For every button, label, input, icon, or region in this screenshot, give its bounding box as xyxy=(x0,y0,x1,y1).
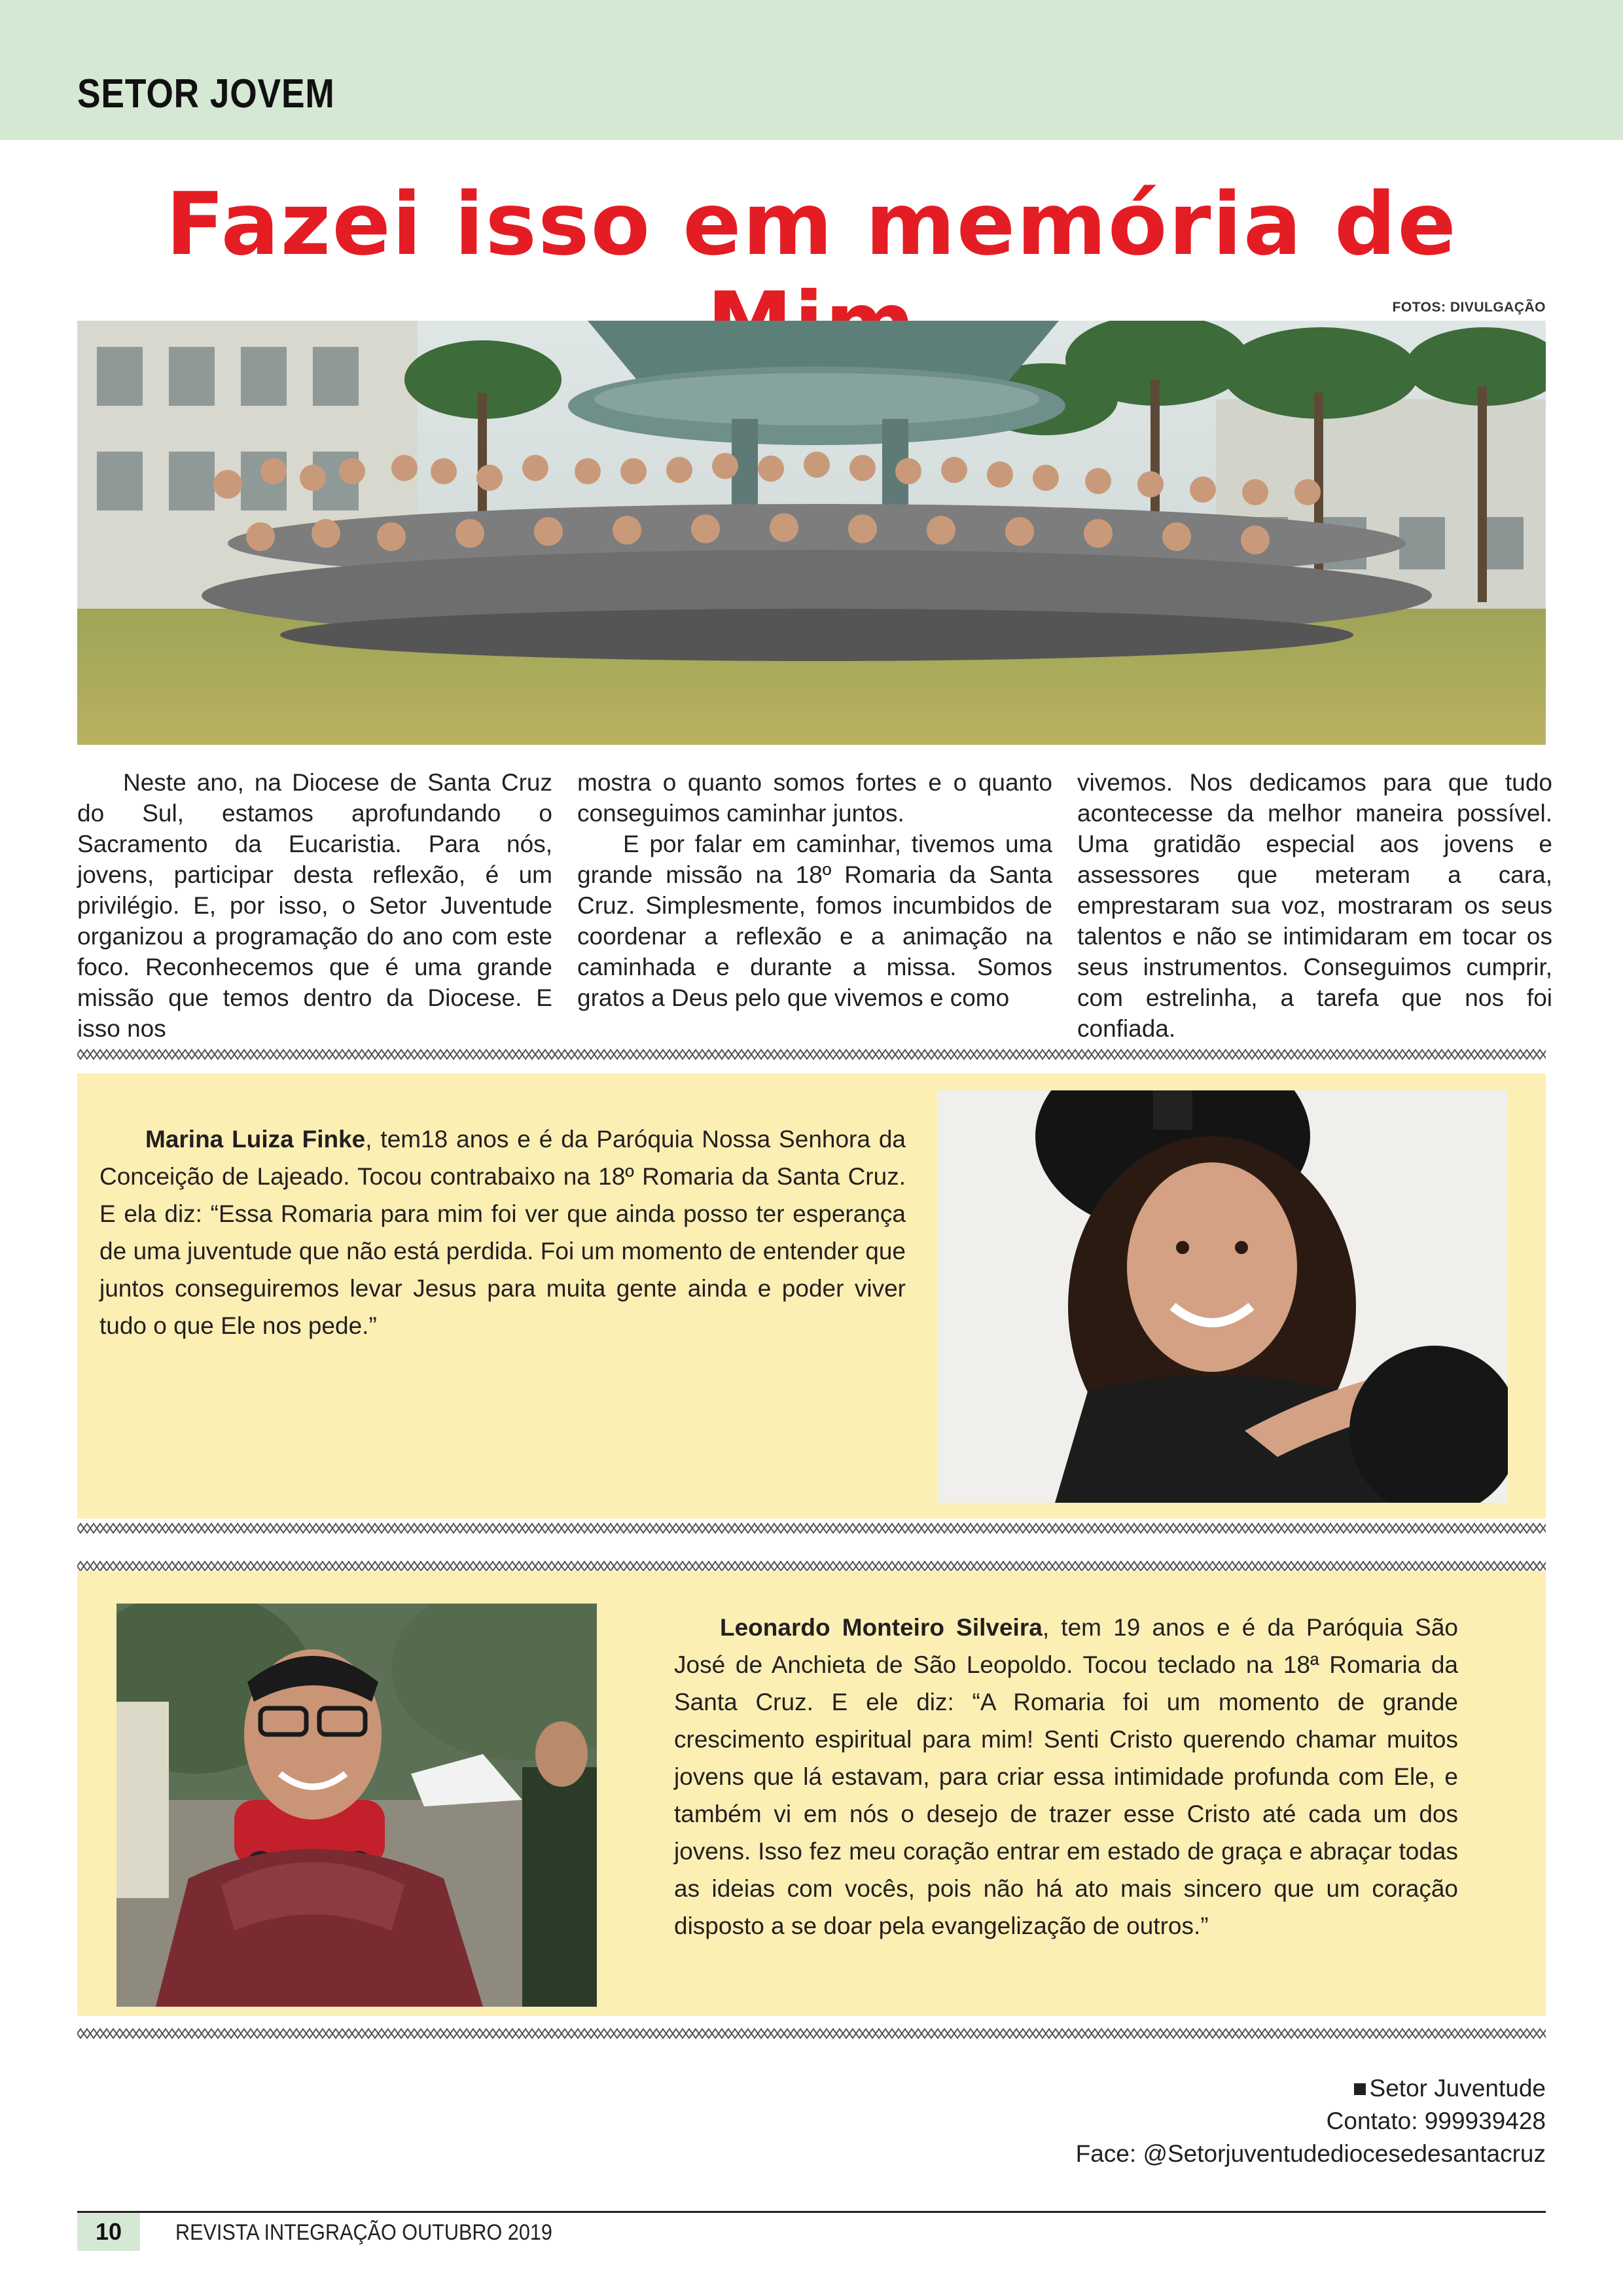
photo-credit: FOTOS: DIVULGAÇÃO xyxy=(1392,300,1546,315)
square-bullet-icon xyxy=(1354,2083,1366,2095)
column-2-text-1: mostra o quanto somos fortes e o quanto conseguimos caminhar juntos. xyxy=(577,769,1052,827)
testimonial-text-leonardo xyxy=(674,1609,1458,1945)
column-2-text-2: E por falar em caminhar, tivemos uma grande missão na 18º Romaria da Santa Cruz. Simplesmente, fomos incumbidos de coordenar a reflexão e a animação na caminhada e durante a missa. Somos gratos a Deus pelo que vivemos e como xyxy=(577,831,1052,1011)
testimonial-text-marina xyxy=(99,1121,906,1344)
testimonial-name: Leonardo Monteiro Silveira xyxy=(720,1614,1043,1641)
footer-rule xyxy=(77,2211,1546,2213)
section-label: SETOR JOVEM xyxy=(77,71,335,117)
credits-facebook: Face: @Setorjuventudediocesedesantacruz xyxy=(1075,2140,1546,2167)
credits-author-text: Setor Juventude xyxy=(1369,2075,1546,2102)
column-1 xyxy=(77,767,552,1044)
header-band xyxy=(0,0,1623,140)
column-2 xyxy=(577,767,1052,1013)
group-photo xyxy=(77,321,1546,745)
page-number: 10 xyxy=(77,2213,140,2251)
testimonial-body: , tem 19 anos e é da Paróquia São José de Anchieta de São Leopoldo. Tocou teclado na 18ª Romaria da Santa Cruz. E ele diz: “A Romaria foi um momento de grande crescimento espiritual para mim! Senti Cristo querendo chamar muitos jovens que lá estavam, para criar essa intimidade profunda com Ele, e também vi em nós o desejo de trazer esse Cristo até cada um dos jovens. Isso fez meu coração entrar em estado de graça e abraçar todas as ideias com vocês, pois não há ato mais sincero que um coração disposto a se doar pela evangelização de outros.” xyxy=(674,1614,1458,1939)
portrait-marina xyxy=(937,1090,1508,1503)
credits-contact: Contato: 999939428 xyxy=(1326,2108,1546,2134)
testimonial-body: , tem18 anos e é da Paróquia Nossa Senhora da Conceição de Lajeado. Tocou contrabaixo na 18º Romaria da Santa Cruz. E ela diz: “Essa Romaria para mim foi ver que ainda posso ter esperança de uma juventude que não está perdida. Foi um momento de entender que juntos conseguiremos levar Jesus para muita gente ainda e poder viver tudo o que Ele nos pede.” xyxy=(99,1126,906,1339)
credits-author xyxy=(1076,2072,1546,2105)
article-credits xyxy=(1076,2072,1546,2170)
column-1-text: Neste ano, na Diocese de Santa Cruz do Sul, estamos aprofundando o Sacramento da Eucaristia. Para nós, jovens, participar desta reflexão, é um privilégio. E, por isso, o Setor Juventude organizou a programação do ano com este foco. Reconhecemos que é uma grande missão que temos dentro da Diocese. E isso nos xyxy=(77,769,552,1042)
article-body xyxy=(77,767,1552,1042)
magazine-name: REVISTA INTEGRAÇÃO OUTUBRO 2019 xyxy=(175,2220,552,2245)
article-title: Fazei isso em memória de xyxy=(166,174,1457,275)
column-3-text: vivemos. Nos dedicamos para que tudo acontecesse da melhor maneira possível. Uma gratidão especial aos jovens e assessores que meteram a cara, emprestaram sua voz, mostraram os seus talentos e não se intimidaram em tocar os seus instrumentos. Conseguimos cumprir, com estrelinha, a tarefa que nos foi confiada. xyxy=(1077,769,1552,1042)
zigzag-divider xyxy=(77,1521,1546,1535)
zigzag-divider xyxy=(77,2026,1546,2041)
column-3 xyxy=(1077,767,1552,1044)
testimonial-name: Marina Luiza Finke xyxy=(145,1126,366,1153)
portrait-leonardo xyxy=(116,1604,597,2007)
zigzag-divider xyxy=(77,1047,1546,1062)
